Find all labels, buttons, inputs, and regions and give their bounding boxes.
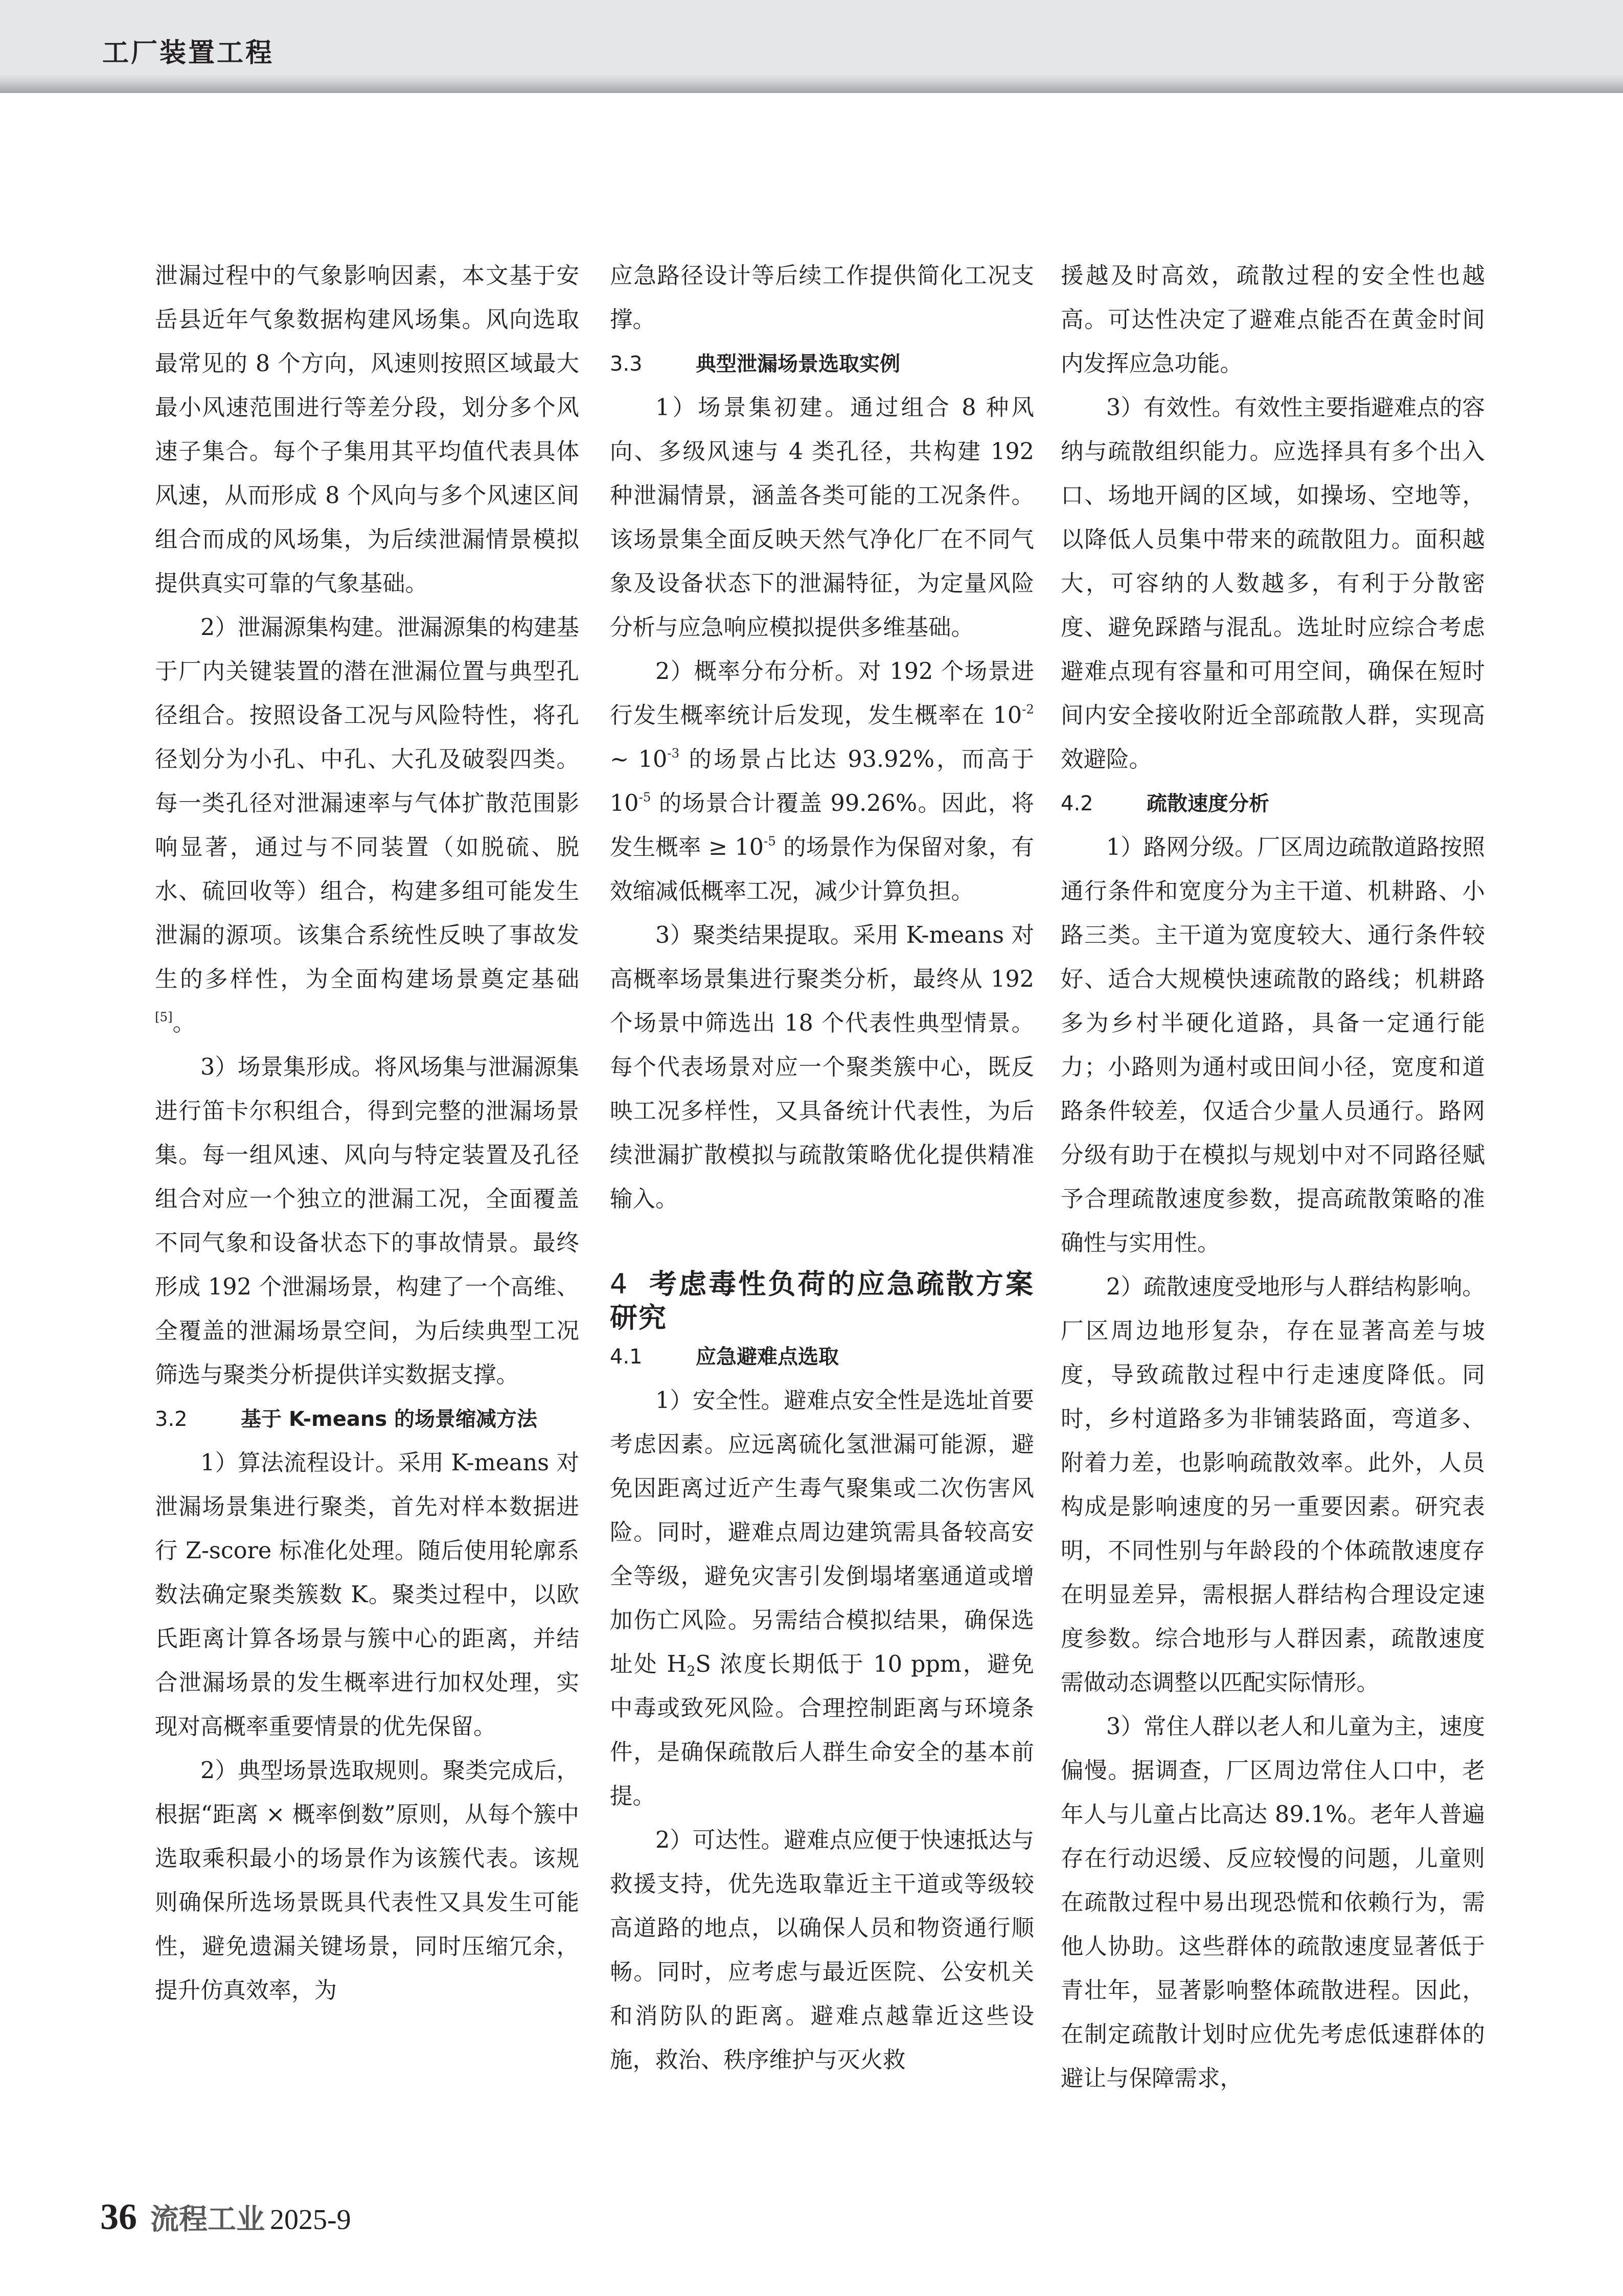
page-footer — [100, 2198, 351, 2235]
column-right — [1061, 254, 1485, 2101]
paragraph-text: ~ 10 — [610, 746, 668, 772]
heading-number: 3.2 — [155, 1407, 188, 1431]
paragraph-text: 2）泄漏源集构建。泄漏源集的构建基于厂内关键装置的潜在泄漏位置与典型孔径组合。按照设备工况与风险特性，将孔径划分为小孔、中孔、大孔及破裂四类。每一类孔径对泄漏速率与气体扩散范围影响显著，通过与不同装置（如脱硫、脱水、硫回收等）组合，构建多组可能发生泄漏的源项。该集合系统性反映了事故发生的多样性，为全面构建场景奠定基础 — [155, 615, 579, 992]
paragraph — [155, 606, 579, 1045]
paragraph — [610, 650, 1034, 914]
heading-3-2 — [155, 1397, 579, 1441]
heading-title: 应急避难点选取 — [696, 1345, 839, 1369]
heading-title: 基于 K-means 的场景缩减方法 — [241, 1407, 538, 1431]
heading-title: 疏散速度分析 — [1147, 792, 1269, 815]
paragraph: 援越及时高效，疏散过程的安全性也越高。可达性决定了避难点能否在黄金时间内发挥应急功能。 — [1061, 263, 1485, 377]
paragraph-text: 的场景作为保留对象，有效缩减低概率工况，减少计算负担。 — [610, 834, 1034, 904]
paragraph — [610, 1379, 1034, 1818]
paragraph: 3）场景集形成。将风场集与泄漏源集进行笛卡尔积组合，得到完整的泄漏场景集。每一组风速、风向与特定装置及孔径组合对应一个独立的泄漏工况，全面覆盖不同气象和设备状态下的事故情景。最终形成 192 个泄漏场景，构建了一个高维、全覆盖的泄漏场景空间，为后续典型工况筛选与聚类分析提供详实数据支撑。 — [155, 1054, 579, 1388]
heading-number: 3.3 — [610, 352, 643, 376]
heading-4 — [610, 1267, 1034, 1335]
column-left — [155, 254, 579, 2013]
exponent: -3 — [667, 745, 680, 761]
paragraph: 2）可达性。避难点应便于快速抵达与救援支持，优先选取靠近主干道或等级较高道路的地点，以确保人员和物资通行顺畅。同时，应考虑与最近医院、公安机关和消防队的距离。避难点越靠近这些设施，救治、秩序维护与灭火救 — [610, 1827, 1034, 2073]
section-header-band — [0, 0, 1623, 93]
paragraph: 1）场景集初建。通过组合 8 种风向、多级风速与 4 类孔径，共构建 192 种泄漏情景，涵盖各类可能的工况条件。该场景集全面反映天然气净化厂在不同气象及设备状态下的泄漏特征，为定量风险分析与应急响应模拟提供多维基础。 — [610, 395, 1034, 641]
paragraph-text: 2）概率分布分析。对 192 个场景进行发生概率统计后发现，发生概率在 10 — [610, 658, 1034, 729]
paragraph: 1）算法流程设计。采用 K-means 对泄漏场景集进行聚类，首先对样本数据进行 Z-score 标准化处理。随后使用轮廓系数法确定聚类簇数 K。聚类过程中，以欧氏距离计算各场景与簇中心的距离，并结合泄漏场景的发生概率进行加权处理，实现对高概率重要情景的优先保留。 — [155, 1450, 579, 1740]
paragraph: 3）有效性。有效性主要指避难点的容纳与疏散组织能力。应选择具有多个出入口、场地开阔的区域，如操场、空地等，以降低人员集中带来的疏散阻力。面积越大，可容纳的人数越多，有利于分散密度、避免踩踏与混乱。选址时应综合考虑避难点现有容量和可用空间，确保在短时间内安全接收附近全部疏散人群，实现高效避险。 — [1061, 395, 1485, 772]
exponent: -5 — [764, 833, 776, 849]
paragraph: 3）常住人群以老人和儿童为主，速度偏慢。据调查，厂区周边常住人口中，老年人与儿童占比高达 89.1%。老年人普遍存在行动迟缓、反应较慢的问题，儿童则在疏散过程中易出现恐慌和依赖行为，需他人协助。这些群体的疏散速度显著低于青壮年，显著影响整体疏散进程。因此，在制定疏散计划时应优先考虑低速群体的避让与保障需求， — [1061, 1714, 1485, 2092]
heading-4-1 — [610, 1335, 1034, 1379]
page-number: 36 — [100, 2196, 137, 2237]
paragraph: 2）典型场景选取规则。聚类完成后，根据“距离 × 概率倒数”原则，从每个簇中选取乘积最小的场景作为该簇代表。该规则确保所选场景既具代表性又具发生可能性，避免遗漏关键场景，同时压缩冗余，提升仿真效率，为 — [155, 1758, 579, 2004]
paragraph: 2）疏散速度受地形与人群结构影响。厂区周边地形复杂，存在显著高差与坡度，导致疏散过程中行走速度降低。同时，乡村道路多为非铺装路面，弯道多、附着力差，也影响疏散效率。此外，人员构成是影响速度的另一重要因素。研究表明，不同性别与年龄段的个体疏散速度存在明显差异，需根据人群结构合理设定速度参数。综合地形与人群因素，疏散速度需做动态调整以匹配实际情形。 — [1061, 1274, 1485, 1696]
paragraph-text: S 浓度长期低于 10 ppm，避免中毒或致死风险。合理控制距离与环境条件，是确保疏散后人群生命安全的基本前提。 — [610, 1651, 1035, 1809]
heading-number: 4.2 — [1061, 792, 1093, 815]
paragraph-text: 1）安全性。避难点安全性是选址首要考虑因素。应远离硫化氢泄漏可能源，避免因距离过近产生毒气聚集或二次伤害风险。同时，避难点周边建筑需具备较高安全等级，避免灾害引发倒塌堵塞通道或增加伤亡风险。另需结合模拟结果，确保选址处 H — [610, 1388, 1034, 1677]
column-middle — [610, 254, 1034, 2082]
paragraph: 1）路网分级。厂区周边疏散道路按照通行条件和宽度分为主干道、机耕路、小路三类。主干道为宽度较大、通行条件较好、适合大规模快速疏散的路线；机耕路多为乡村半硬化道路，具备一定通行能力；小路则为通村或田间小径，宽度和道路条件较差，仅适合少量人员通行。路网分级有助于在模拟与规划中对不同路径赋予合理疏散速度参数，提高疏散策略的准确性与实用性。 — [1061, 834, 1485, 1256]
paragraph-text: 的场景合计覆盖 99.26%。因此，将发生概率 ≥ 10 — [610, 790, 1034, 860]
subscript: 2 — [687, 1664, 696, 1679]
exponent: -2 — [1022, 701, 1034, 717]
heading-3-3 — [610, 342, 1034, 386]
citation-ref[interactable]: [5] — [155, 1009, 173, 1025]
paragraph: 3）聚类结果提取。采用 K-means 对高概率场景集进行聚类分析，最终从 192 个场景中筛选出 18 个代表性典型情景。每个代表场景对应一个聚类簇中心，既反映工况多样性，又具备统计代表性，为后续泄漏扩散模拟与疏散策略优化提供精准输入。 — [610, 922, 1034, 1212]
issue-date: 2025-9 — [270, 2204, 351, 2236]
heading-title: 典型泄漏场景选取实例 — [696, 352, 900, 376]
section-title: 工厂装置工程 — [102, 38, 275, 69]
heading-number: 4.1 — [610, 1345, 643, 1369]
paragraph-text: 的场景占比达 93.92%，而高于 10 — [610, 746, 1034, 816]
paragraph-text: 。 — [172, 1010, 196, 1036]
heading-4-2 — [1061, 782, 1485, 826]
journal-name: 流程工业 — [150, 2202, 265, 2236]
paragraph: 应急路径设计等后续工作提供简化工况支撑。 — [610, 263, 1034, 333]
exponent: -5 — [638, 789, 651, 805]
heading-title: 考虑毒性负荷的应急疏散方案研究 — [610, 1268, 1034, 1334]
heading-number: 4 — [610, 1268, 629, 1300]
paragraph: 泄漏过程中的气象影响因素，本文基于安岳县近年气象数据构建风场集。风向选取最常见的 8 个方向，风速则按照区域最大最小风速范围进行等差分段，划分多个风速子集合。每个子集用其平均值代表具体风速，从而形成 8 个风向与多个风速区间组合而成的风场集，为后续泄漏情景模拟提供真实可靠的气象基础。 — [155, 263, 579, 597]
